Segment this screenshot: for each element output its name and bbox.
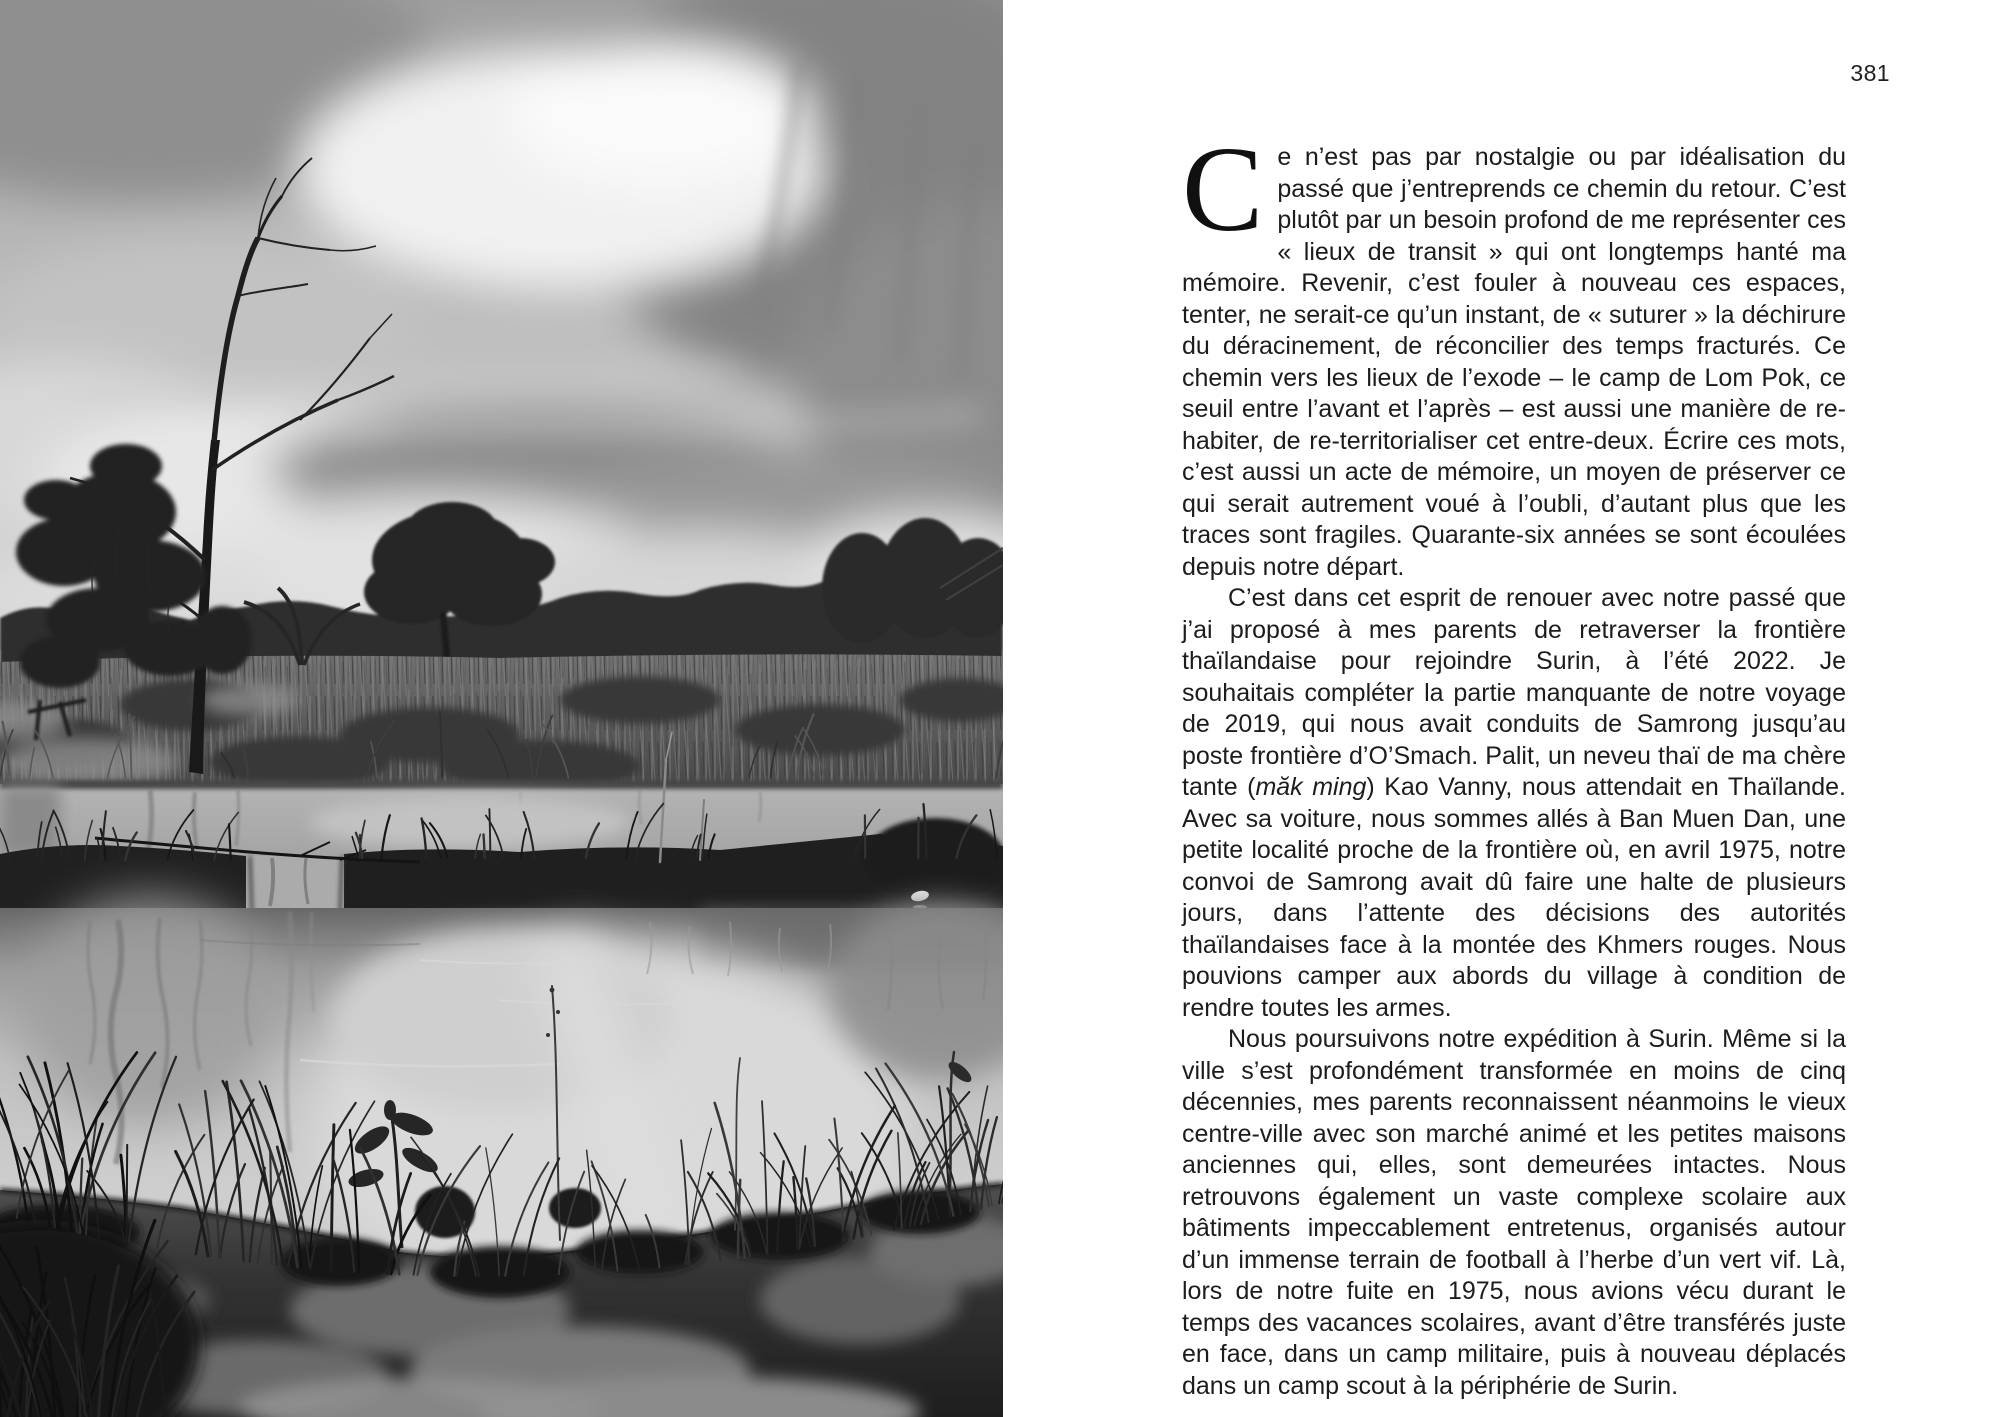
paragraph-2-italic-phrase: măk ming (1255, 773, 1367, 801)
paragraph-3-text: Nous poursuivons notre expédition à Surin. Même si la ville s’est profondément transformée en moins de cinq décennies, mes parents reconnaissent néanmoins le vieux centre-ville avec son marché animé et les petites maisons anciennes qui, elles, sont demeurées intactes. Nous retrouvons également un vaste complexe scolaire aux bâtiments impeccablement entretenus, organisés autour d’un immense terrain de football à l’herbe d’un vert vif. Là, lors de notre fuite en 1975, nous avions vécu durant le temps des vacances scolaires, avant d’être transférés juste en face, dans un camp militaire, puis à nouveau déplacés dans un camp scout à la périphérie de Surin. (1182, 1025, 1846, 1400)
paragraph-2 (1182, 583, 1846, 1024)
landscape-photo-svg (0, 0, 1003, 1417)
drop-cap: C (1182, 122, 1264, 257)
paragraph-3 (1182, 1024, 1846, 1402)
paragraph-2-text-after: ) Kao Vanny, nous attendait en Thaïlande. Avec sa voiture, nous sommes allés à Ban Muen Dan, une petite localité proche de la frontière où, en avril 1975, notre convoi de Samrong avait dû faire une halte de plusieurs jours, dans l’attente des décisions des autorités thaïlandaises face à la montée des Khmers rouges. Nous pouvions camper aux abords du village à condition de rendre toutes les armes. (1182, 773, 1846, 1022)
text-column (1182, 122, 1846, 1402)
paragraph-1 (1182, 122, 1846, 583)
book-page (1003, 0, 2008, 1417)
paragraph-1-text: e n’est pas par nostalgie ou par idéalisation du passé que j’entreprends ce chemin du retour. C’est plutôt par un besoin profond de me représenter ces « lieux de transit » qui ont longtemps hanté ma mémoire. Revenir, c’est fouler à nouveau ces espaces, tenter, ne serait-ce qu’un instant, de « suturer » la déchirure du déracinement, de réconcilier des temps fracturés. Ce chemin vers les lieux de l’exode – le camp de Lom Pok, ce seuil entre l’avant et l’après – est aussi une manière de re-habiter, de re-territorialiser cet entre-deux. Écrire ces mots, c’est aussi un acte de mémoire, un moyen de préserver ce qui serait autrement voué à l’oubli, d’autant plus que les traces sont fragiles. Quarante-six années se sont écoulées depuis notre départ. (1182, 143, 1846, 581)
paragraph-2-text-before: C’est dans cet esprit de renouer avec notre passé que j’ai proposé à mes parents de retraverser la frontière thaïlandaise pour rejoindre Surin, à l’été 2022. Je souhaitais compléter la partie manquante de notre voyage de 2019, qui nous avait conduits de Samrong jusqu’au poste frontière d’O’Smach. Palit, un neveu thaï de ma chère tante ( (1182, 584, 1846, 801)
landscape-photo (0, 0, 1003, 1417)
berm-gap-water (246, 856, 344, 916)
page-number: 381 (1850, 60, 1890, 86)
